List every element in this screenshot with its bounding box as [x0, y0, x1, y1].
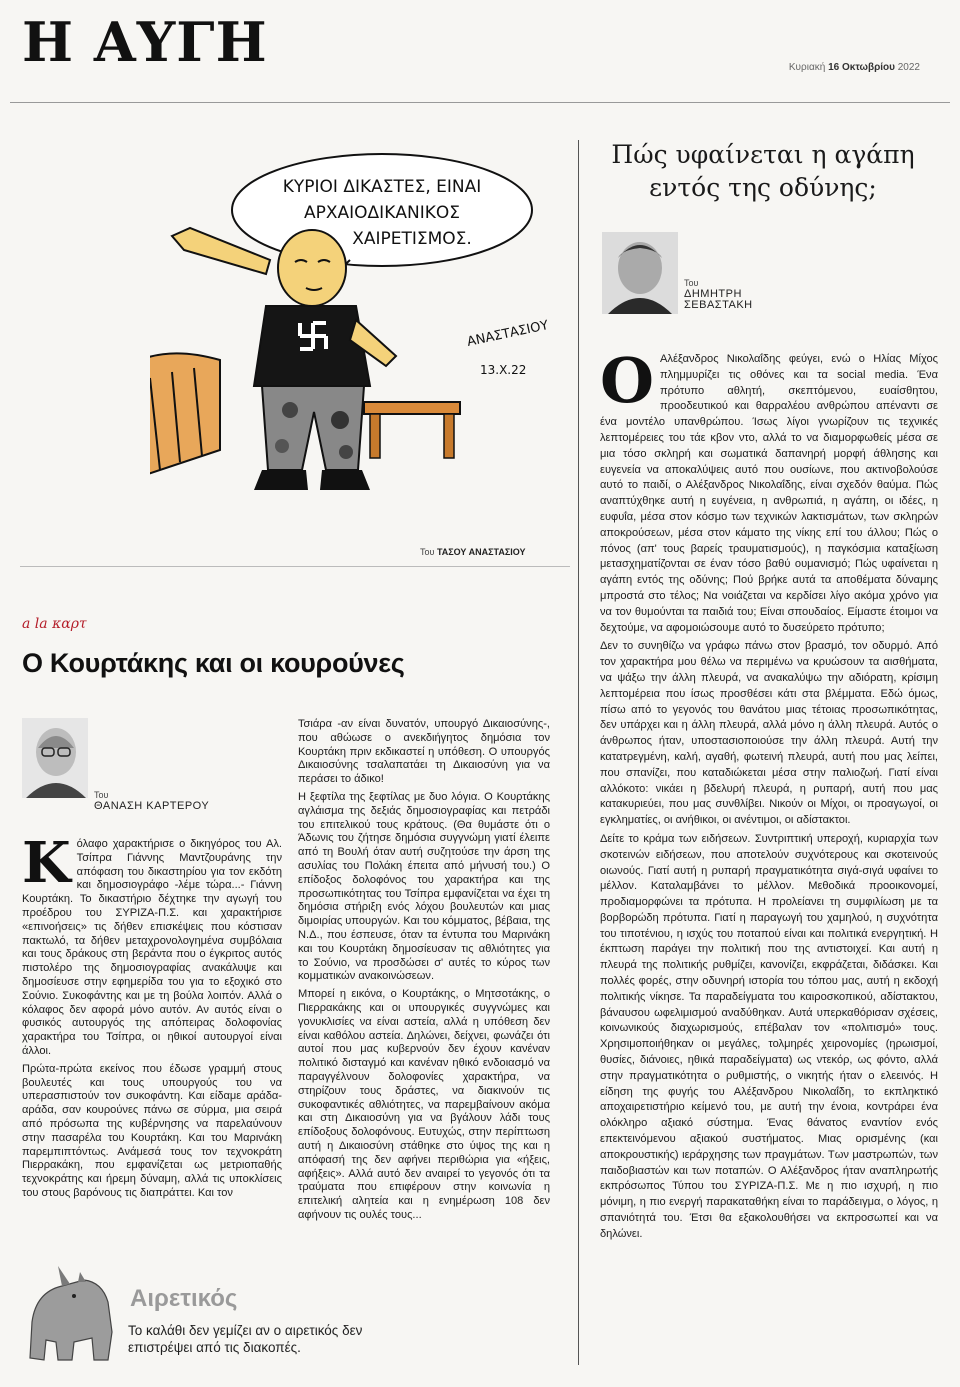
masthead-logo: Η ΑΥΓΗ — [22, 10, 268, 74]
left-article-column-1 — [22, 830, 282, 1205]
byline-name-first: ΔΗΜΗΤΡΗ — [684, 288, 742, 300]
dropcap: Κ — [22, 830, 71, 896]
byline-name: ΘΑΝΑΣΗ ΚΑΡΤΕΡΟΥ — [94, 800, 210, 812]
dateline — [789, 62, 920, 73]
dateline-year: 2022 — [897, 62, 920, 73]
rhino-box-title: Αιρετικός — [130, 1285, 238, 1312]
paragraph: Τσιάρα -αν είναι δυνατόν, υπουργό Δικαιοσύνης-, που αθώωσε ο ανεκδιήγητος δημόσια τον Κουρτάκη πριν εκδικαστεί η υπόθεση. Ο υπουργός Δικαιοσύνης τσαλαπατάει τη Δικαιοσύνη για να περάσει το άδικο! — [298, 718, 550, 786]
paragraph: Μπορεί η εικόνα, ο Κουρτάκης, ο Μητσοτάκης, ο Πιερρακάκης και οι υπουργικές συγγνώμες και γονυκλισίες να είναι αστεία, αλλά η υπόθεση δεν είναι καθόλου αστεία. Δηλώνει, δείχνει, φωνάζει ότι αυτοί που μας κυβερνούν δεν έχουν κανέναν πολιτικό δισταγμό και κανέναν ηθικό ενδοιασμό να παραγγέλνουν δολοφονίες χαρακτήρα, να στηρίζουν τους δράστες, να διακινούν τις συκοφαντικές αθλιότητες, να παρεμβαίνουν ακόμα και στη Δικαιοσύνη για να βγάλουν λάδι τους επίδοξους δολοφόνους. Ευτυχώς, στην περίπτωση αυτή η Δικαιοσύνη στάθηκε στο ύψος της και η απόφασή της δεν αφήνει περιθώρια για «ήξεις, αφήξεις». Αλλά αυτό δεν αναιρεί το γεγονός ότι τα τραύματα που επιφέρουν στην κοινωνία η επιτελική αλητεία και η ενημέρωση 108 δεν αφήνουν τις ουλές τους... — [298, 988, 550, 1221]
cartoon-speech-line-3: ΧΑΙΡΕΤΙΣΜΟΣ. — [352, 229, 472, 249]
author-photo — [602, 232, 678, 314]
cartoon-signature: ΑΝΑΣΤΑΣΙΟΥ — [465, 318, 550, 350]
right-article-byline — [684, 278, 753, 311]
section-divider — [20, 566, 570, 567]
paragraph: Δεν το συνηθίζω να γράφω πάνω στον βρασμό, τον οδυρμό. Από τον χαρακτήρα μου θέλω να περιμένω να κρυώσουν τα αισθήματα, να ψάξω την άλλη πλευρά, να ανακαλύψω την αδιόρατη, κρίσιμη λεπτομέρεια που ίσως προσθέσει κάτι στα βλέμματα. Εδώ όμως, πίσω από το γεγονός του θανάτου μιας τέτοιας προσωπικότητας, δεν υπάρχει και η άλλη πλευρά, αλλά μόνο η άλλη πλευρά. Αυτός ο άνθρωπος ήταν, υποστασιοποιούσε την άλλη πλευρά. Αυτή την κατατρεγμένη, καλή, αγαθή, φωτεινή πλευρά, αυτή που μας λείπει, που σπανίζει, που καταδιώκεται μέσα στην παλιοζωή. Γιατί είναι αλλόκοτο: νικάει η βδελυρή πλευρά, η ρυπαρή, αυτή που μας κατακυριεύει, που μας συνθλίβει. Νικούν οι Μίχοι, οι προαγωγοί, οι εγκληματίες, οι ανήθικοι, οι ανέντιμοι, οι αδίστακτοι. — [600, 640, 938, 827]
column-kicker: a la καρτ — [22, 616, 87, 632]
rhino-box-text: Το καλάθι δεν γεμίζει αν ο αιρετικός δεν επιστρέψει από τις διακοπές. — [128, 1323, 363, 1355]
fallen-chair — [150, 353, 220, 480]
paragraph: Πρώτα-πρώτα εκείνος που έδωσε γραμμή στους βουλευτές και τους υπουργούς του να υπερασπιστούν τον συκοφάντη. Και είδαμε αράδα-αράδα, σαν κουρούνες πάνω σε σύρμα, μια σειρά από πρόσωπα της κυβέρνησης να παρελαύνουν στην πασαρέλα του Κουρτάκη. Και του Μαρινάκη παρεμπιπτόντως. Ανάμεσά τους τον τεχνοκράτη Πιερρακάκη, που εμφανίζεται ως μετριοπαθής τεχνοκράτης και ήρεμη δύναμη, αλλά τις υποκλίσεις του στους βαρόνους τις διαπράττει. Και τον — [22, 1062, 282, 1199]
left-article-headline: Ο Κουρτάκης και οι κουρούνες — [22, 648, 405, 678]
paragraph: Δείτε το κράμα των ειδήσεων. Συντριπτική υπεροχή, κυριαρχία των σκοτεινών ειδήσεων, που αποτελούν συχνότερους και σκοτεινούς οιωνούς. Γιατί αυτή η ρυπαρή πραγματικότητα σιγά-σιγά υφαίνει το μέλλον. Καταλαμβάνει το μέλλον. Μεθοδικά προοικονομεί, προδιαμορφώνει τα πρότυπα. Η προλείανει τη συμφιλίωση με τα βορβορώδη πρότυπα. Γιατί η παραγωγή του χαμηλού, η συχνότητα του τιποτένιου, η ισχύς του ποταπού είναι και πολιτικά ενεργητική. Η έκπτωση παράγει την πολιτική που της αντιστοιχεί. Και αυτή η πλευρά της πολιτικής ρυθμίζει, κανονίζει, εκφράζεται, διδάσκει. Και πολλές φορές, στην οδυνηρή ιστορία του τόπου μας, αυτή η εκδοχή πολιτικής νίκησε. Τα παραδείγματα του καιροσκοπικού, αδίστακτου, βάναυσου ωφελιμισμού αναδύθηκαν. Αυτά υπερκαθόρισαν σχέσεις, κοινωνικούς διαχωρισμούς, επέβαλαν τον «πολιτισμό» τους. Χρησιμοποιήθηκαν οι μεγάλες, τολμηρές χειρονομίες (ηρωισμοί, θυσίες, διάνοιες, ηθικά παραδείγματα) ως ντεκόρ, ως φόντο, αλλά στην πραγματικότητα ο ρυθμιστής, ο νικητής ήταν ο ελεεινός. Η είδηση της φυγής του Αλέξανδρου Νικολαΐδη, το εκπληκτικό αποχαιρετιστήριο κείμενό του, με αυτή την ένοια, κοντράρει ένα ολόκληρο αξιακό σύστημα. Ένας θάνατος εναντίον ενός επεκτεινόμενου αξιακού συστήματος. Μιας ορισμένης (και αποκρουστικής) ιεράρχησης των πραγμάτων. Των μαστρωπών, των παιδοβιαστών και των ποταπών. Ο Αλέξανδρος ήταν αναπληρωτής εκπρόσωπος Τύπου του ΣΥΡΙΖΑ-Π.Σ. Με η πιο ισχυρή, η πιο μόνιμη, η πιο ενεργή παρακαταθήκη είναι το παράδειγμα, ο λόγος, η σπανιότητά του. Έτσι θα εξακολουθήσει να εκπροσωπεί και να δηλώνει. — [600, 832, 938, 1240]
author-photo — [22, 718, 88, 798]
byline-name-last: ΣΕΒΑΣΤΑΚΗ — [684, 299, 753, 311]
cartoon-signature-date: 13.X.22 — [480, 363, 527, 377]
dropcap: Ο — [600, 344, 655, 417]
cartoon-credit — [420, 547, 526, 557]
dateline-date: 16 Οκτωβρίου — [828, 62, 895, 73]
column-divider — [578, 140, 579, 1365]
cartoon-speech-line-2: ΑΡΧΑΙΟΔΙΚΑΝΙΚΟΣ — [304, 203, 460, 223]
left-article-column-2 — [298, 718, 550, 1227]
right-article-headline: Πώς υφαίνεται η αγάπη εντός της οδύνης; — [611, 140, 915, 202]
byline-prefix: Του — [684, 278, 699, 288]
left-article-byline — [94, 790, 209, 812]
dateline-day: Κυριακή — [788, 62, 826, 73]
political-cartoon — [150, 150, 570, 535]
cartoon-speech-line-1: ΚΥΡΙΟΙ ΔΙΚΑΣΤΕΣ, ΕΙΝΑΙ — [282, 177, 482, 197]
paragraph: Αλέξανδρος Νικολαΐδης φεύγει, ενώ ο Ηλίας Μίχος πλημμυρίζει τις οθόνες και τα social media. Ένα πρότυπο αθλητή, σκεπτόμενου, ευαίσθητου, προοδευτικού και θαρραλέου ανθρώπου απέναντι σε ένα μοντέλο υπανθρώπου. Ίσως λίγοι γνωρίζουν τις τεχνικές λεπτομέρειες του τάε κβον ντο, αλλά το να διαμορφωθείς μέσα σε μια τόσο σκληρή και σωματικά δαπανηρή μορφή άθλησης και ευγενεία να αποκαλύψεις αυτό που ουσίωνε, που ακτινοβολούσε αυτό το παιδί, ο Αλέξανδρος Νικολαΐδης, είναι σχεδόν θαύμα. Πώς αναπτύχθηκε αυτή η ευγένεια, η ανθρωπιά, η αγάπη, οι ιδέες, η ευφυΐα, μέσα στον κόσμο των τεχνικών λακτισμάτων, των σκληρών αποκρούσεων, μέσα στον κάματο της νίκης επί του άλλου; Πώς ο πόνος (απ' τους βαρείς τραυματισμούς), η παγκόσμια καταξίωση μετασχηματίζονται σε έναν τόσο βαθύ ουμανισμό; Πώς υφαίνεται η αγάπη εντός της οδύνης; Πού βρήκε αυτά τα αποθέματα δύναμης μπροστά στο τέλος; Να νοιάζεται να κερδίσει λίγο ακόμα χρόνο για να τον θυμούνται τα παιδιά του; Είναι σπουδαίος. Είμαστε έτοιμοι να δεχτούμε, να αφομοιώσουμε αυτό το δυσεύρετο πρότυπο; — [600, 353, 938, 634]
paragraph: Η ξεφτίλα της ξεφτίλας με δυο λόγια. Ο Κουρτάκης αγλάισμα της δεξιάς δημοσιογραφίας και πετράδι του επιτελικού τους κράτους. (Θα θυμάστε ότι ο Άδωνις του ζήτησε δημόσια συγγνώμη γιατί έλειπε από τη Βουλή όταν αυτή συζητούσε την άρση της ασυλίας του Πολάκη έπειτα από μήνυσή του.) Ο επίδοξος δολοφόνος του χαρακτήρα και της προσωπικότητας του Τσίπρα εμφανίζεται να έχει τη δημόσια στήριξη ενός λόχου βουλευτών και μιας διμοιρίας υπουργών. Και του κόμματος, βέβαια, της Ν.Δ., που έσπευσε, όταν τα έντυπα του Μαρινάκη και του Κουρτάκη δημοσίευσαν τις αθλιότητες για το Σούνιο, να προσδώσει σ' αυτές το κύρος των κομματικών ανακοινώσεων. — [298, 790, 550, 983]
cartoon-credit-name: ΤΑΣΟΥ ΑΝΑΣΤΑΣΙΟΥ — [436, 547, 526, 557]
cartoon-credit-prefix: Του — [420, 547, 435, 557]
paragraph: όλαφο χαρακτήρισε ο δικηγόρος του Αλ. Τσίπρα Γιάννης Μαντζουράνης την απόφαση του δικαστηρίου για τον εκδότη και δημοσιογράφο -λέμε τώρα...- Γιάννη Κουρτάκη. Το δικαστήριο δέχτηκε την αγωγή του προέδρου του ΣΥΡΙΖΑ-Π.Σ. και χαρακτήρισε «επινοήσεις» τις δήθεν επισκέψεις που κόστισαν πακτωλό, τα δήθεν μεταχρονολογημένα συμβόλαια και τους δράκους στη βεράντα που ο έγκριτος αυτός πιστολέρο της δημοσιογραφίας ανακάλυψε και δημοσίευσε στην εφημερίδα του για το εξοχικό στο Σούνιο. Συκοφάντης και με τη βούλα λοιπόν. Αλλά ο κόλαφος δεν αφορά μόνο αυτόν. Αν αυτός είναι ο φυσικός αυτουργός της απόπειρας δολοφονίας χαρακτήρα του Τσίπρα, οι ηθικοί αυτουργοί είναι άλλοι. — [22, 838, 282, 1057]
top-divider — [10, 102, 950, 103]
byline-prefix: Του — [94, 790, 109, 800]
right-article-body — [600, 344, 938, 1246]
rhino-icon — [30, 1266, 112, 1360]
